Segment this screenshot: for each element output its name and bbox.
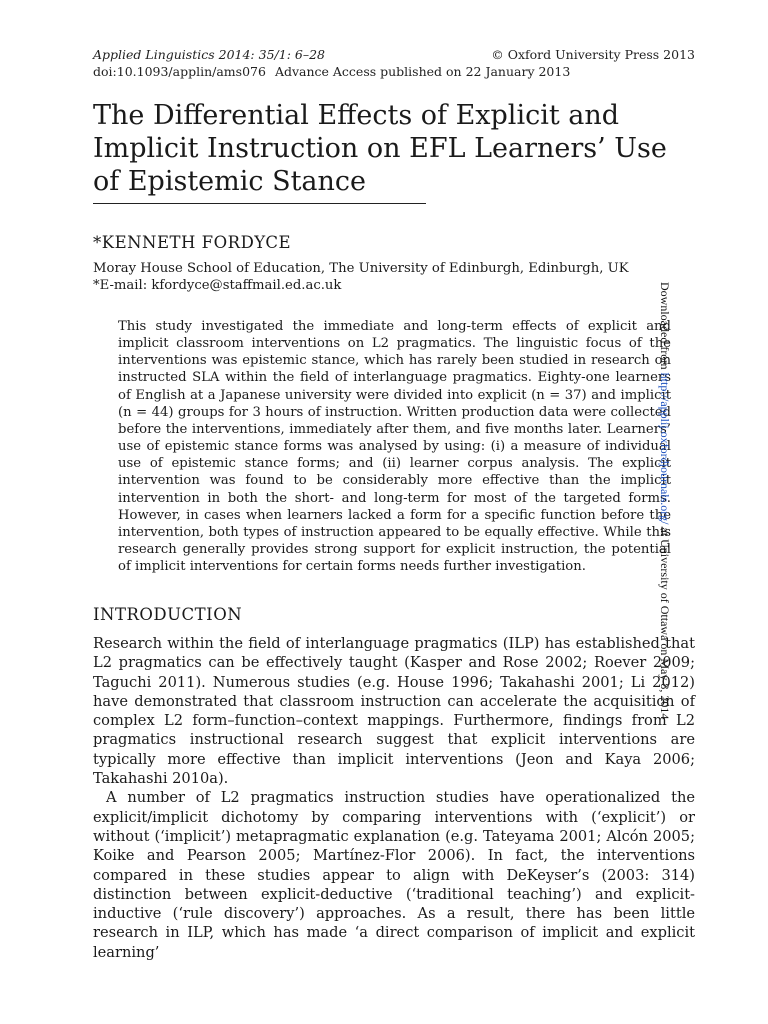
doi[interactable]: doi:10.1093/applin/ams076 <box>93 64 266 79</box>
journal-link[interactable]: http://applij.oxfordjournals.org/ <box>658 372 672 525</box>
doi-line <box>93 64 570 79</box>
journal-citation: Applied Linguistics 2014: 35/1: 6–28 <box>93 47 325 62</box>
paragraph-1: Research within the field of interlanguage pragmatics (ILP) has established that L2 pragmatics can be effectively taught (Kasper and Rose 2002; Roever 2009; Taguchi 2011). Numerous studies (e.g. House 1996; Takahashi 2001; Li 2012) have demonstrated that classroom instruction can accelerate the acquisition of complex L2 form–function–context mappings. Furthermore, findings from L2 pragmatics instructional research suggest that explicit interventions are typically more effective than implicit interventions (Jeon and Kaya 2006; Takahashi 2010a). <box>93 635 695 788</box>
abstract <box>118 318 671 575</box>
body-text <box>93 634 695 962</box>
title-divider <box>93 203 426 204</box>
author-affiliation-block <box>93 260 629 294</box>
advance-access: Advance Access published on 22 January 2013 <box>274 64 571 79</box>
download-prefix: Downloaded from <box>658 282 672 373</box>
copyright-notice: © Oxford University Press 2013 <box>491 47 695 62</box>
abstract-text: This study investigated the immediate and long-term effects of explicit and implicit classroom interventions on L2 pragmatics. The linguistic focus of the interventions was epistemic stance, which has rarely been studied in research on instructed SLA within the field of interlanguage pragmatics. Eighty-one learners of English at a Japanese university were divided into explicit (n = 37) and implicit (n = 44) groups for 3 hours of instruction. Written production data were collected before the interventions, immediately after them, and five months later. Learners’ use of epistemic stance forms was analysed by using: (i) a measure of individual use of epistemic stance forms; and (ii) learner corpus analysis. The explicit intervention was found to be considerably more effective than the implicit intervention in both the short- and long-term for most of the targeted forms. However, in cases when learners lacked a form for a specific function before the intervention, both types of instruction appeared to be equally effective. While this research generally provides strong support for explicit instruction, the potential of implicit interventions for certain forms needs further investigation. <box>118 319 671 575</box>
article-title: The Differential Effects of Explicit and Implicit Instruction on EFL Learners’ Use of Epistemic Stance <box>93 100 667 197</box>
author-name: *KENNETH FORDYCE <box>93 233 292 252</box>
affiliation: Moray House School of Education, The University of Edinburgh, Edinburgh, UK <box>93 261 629 276</box>
section-heading: INTRODUCTION <box>93 605 243 624</box>
paragraph-2: A number of L2 pragmatics instruction studies have operationalized the explicit/implicit dichotomy by comparing interventions with (‘explicit’) or without (‘implicit’) metapragmatic explanation (e.g. Tateyama 2001; Alcón 2005; Koike and Pearson 2005; Martínez-Flor 2006). In fact, the interventions compared in these studies appear to align with DeKeyser’s (2003: 314) distinction between explicit-deductive (‘traditional teaching’) and explicit-inductive (‘rule discovery’) approaches. As a result, there has been little research in ILP, which has made ‘a direct comparison of implicit and explicit learning’ <box>93 789 695 961</box>
author-email[interactable]: *E-mail: kfordyce@staffmail.ed.ac.uk <box>93 278 342 293</box>
download-suffix: at University of Ottawa on May 8, 2014 <box>658 524 672 720</box>
